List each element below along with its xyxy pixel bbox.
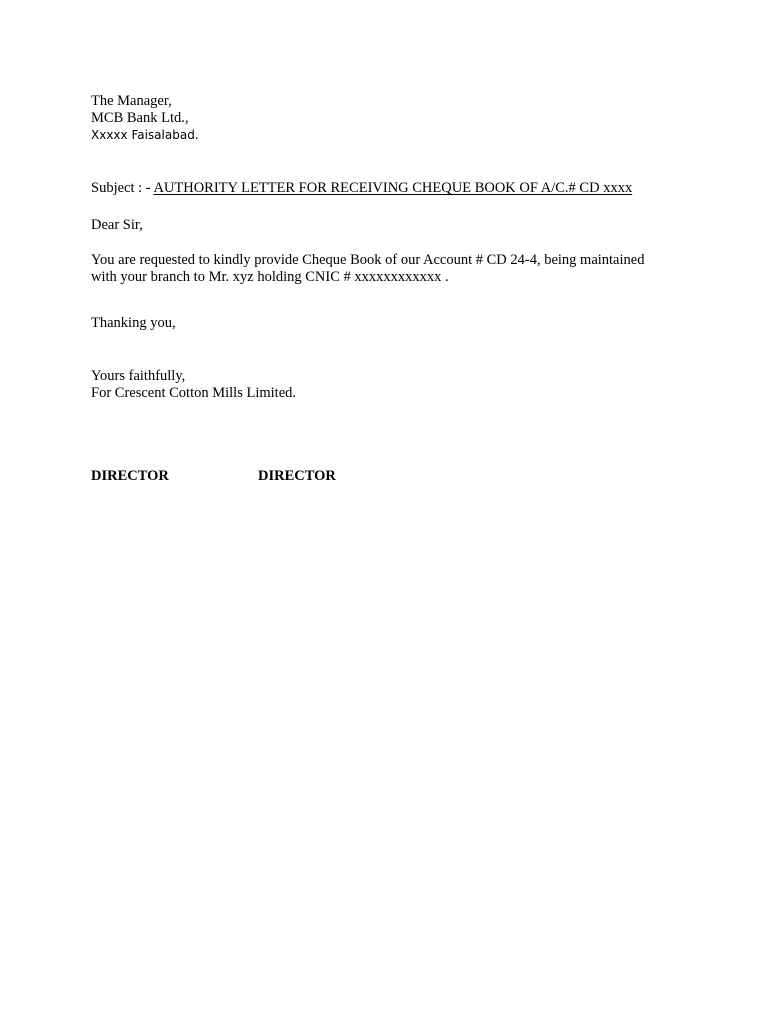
thanks xyxy=(91,315,176,332)
signatory-left: DIRECTOR xyxy=(91,468,169,484)
addressee-title: The Manager, xyxy=(91,93,172,109)
closing-block xyxy=(91,368,296,402)
salutation xyxy=(91,217,143,234)
salutation-text: Dear Sir, xyxy=(91,217,143,233)
signatory-right: DIRECTOR xyxy=(258,468,336,484)
subject-prefix: Subject : - xyxy=(91,180,154,196)
body-paragraph xyxy=(91,252,691,286)
closing-line-2: For Crescent Cotton Mills Limited. xyxy=(91,385,297,401)
subject-title: AUTHORITY LETTER FOR RECEIVING CHEQUE BOOK OF A/C.# CD xxxx xyxy=(153,180,633,196)
closing-line-1: Yours faithfully, xyxy=(91,368,186,384)
subject-line xyxy=(91,180,632,197)
thanks-text: Thanking you, xyxy=(91,315,176,331)
body-line-1: You are requested to kindly provide Cheque Book of our Account # CD 24-4, being maintained xyxy=(91,252,645,268)
addressee-block xyxy=(91,93,199,144)
addressee-bank: MCB Bank Ltd., xyxy=(91,110,189,126)
body-line-2: with your branch to Mr. xyz holding CNIC # xxxxxxxxxxxx . xyxy=(91,269,449,285)
addressee-city: Xxxxx Faisalabad. xyxy=(91,128,199,142)
